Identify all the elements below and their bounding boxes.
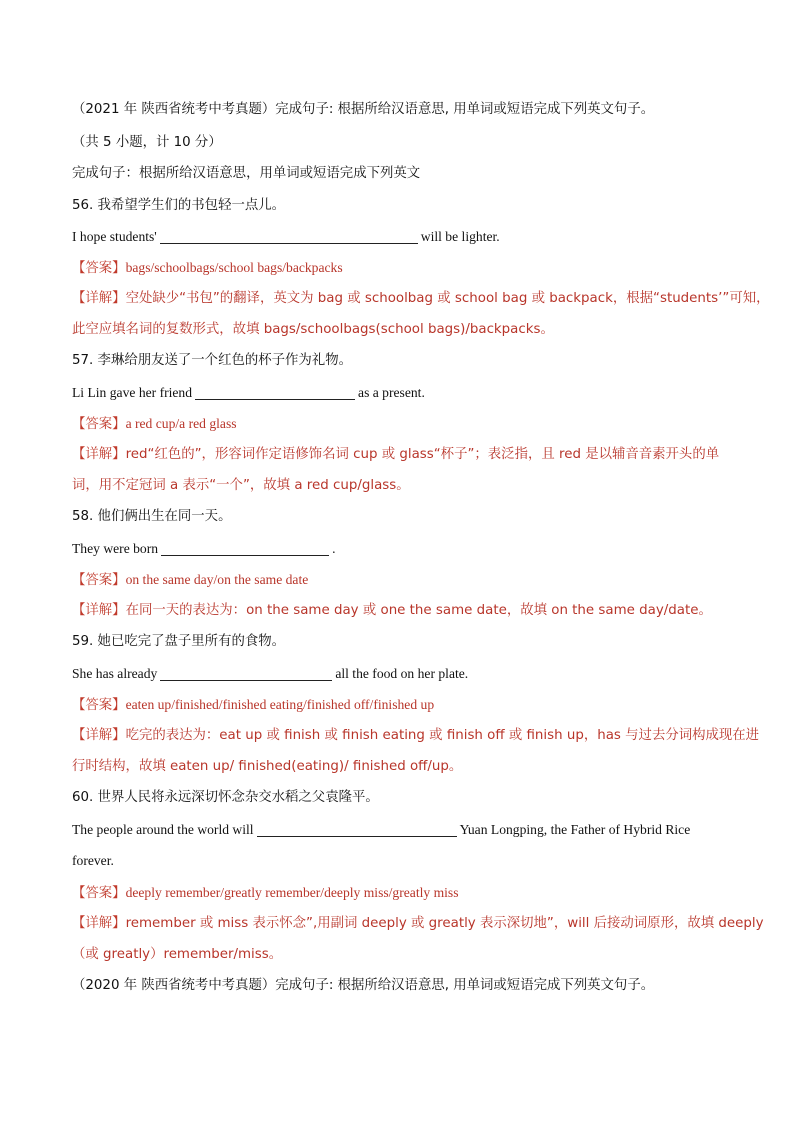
answer-text: bags/schoolbags/school bags/backpacks xyxy=(125,260,343,275)
question-59-en-before: She has already xyxy=(72,666,158,681)
question-58-detail-line-1 xyxy=(72,601,712,621)
question-57-en-after: as a present. xyxy=(358,385,425,400)
question-57-detail-line-1 xyxy=(72,445,719,465)
detail-text: remember 或 miss 表示怀念”,用副词 deeply 或 greatly 表示深切地”，will 后接动词原形，故填 deeply xyxy=(125,916,764,931)
section-2021-title: （2021 年 陕西省统考中考真题）完成句子: 根据所给汉语意思, 用单词或短语完成下列英文句子。 xyxy=(72,102,655,117)
question-56-detail-line-2: 此空应填名词的复数形式，故填 bags/schoolbags(school bags)/backpacks。 xyxy=(72,322,554,337)
question-57-detail-line-2: 词，用不定冠词 a 表示“一个”，故填 a red cup/glass。 xyxy=(72,478,410,493)
question-58-en-after: . xyxy=(332,541,336,556)
answer-label: 【答案】 xyxy=(72,261,126,276)
question-60-answer xyxy=(72,883,459,904)
answer-text: on the same day/on the same date xyxy=(125,572,309,587)
detail-label: 【详解】 xyxy=(72,447,126,462)
question-60-english-line-2: forever. xyxy=(72,853,114,868)
question-60-detail-line-1 xyxy=(72,914,764,934)
detail-label: 【详解】 xyxy=(72,291,126,306)
question-60-detail-line-2: （或 greatly）remember/miss。 xyxy=(72,947,283,962)
detail-text: red“红色的”，形容词作定语修饰名词 cup 或 glass“杯子”；表泛指，且 red 是以辅音音素开头的单 xyxy=(125,447,720,462)
question-56-blank[interactable] xyxy=(160,229,418,244)
question-57-english xyxy=(72,383,425,403)
question-60-english xyxy=(72,820,690,840)
question-59-detail-line-2: 行时结构，故填 eaten up/ finished(eating)/ finished off/up。 xyxy=(72,759,463,774)
question-57-en-before: Li Lin gave her friend xyxy=(72,385,193,400)
question-59-chinese: 59. 她已吃完了盘子里所有的食物。 xyxy=(72,634,286,649)
question-57-answer xyxy=(72,414,237,435)
question-56-english xyxy=(72,227,500,247)
section-2020-title: （2020 年 陕西省统考中考真题）完成句子: 根据所给汉语意思, 用单词或短语完成下列英文句子。 xyxy=(72,978,655,993)
answer-text: eaten up/finished/finished eating/finished off/finished up xyxy=(125,697,435,712)
question-56-answer xyxy=(72,258,343,279)
detail-label: 【详解】 xyxy=(72,603,126,618)
answer-label: 【答案】 xyxy=(72,698,126,713)
question-59-blank[interactable] xyxy=(160,666,332,681)
detail-text: 吃完的表达为：eat up 或 finish 或 finish eating 或 finish off 或 finish up，has 与过去分词构成现在进 xyxy=(125,728,760,743)
answer-label: 【答案】 xyxy=(72,573,126,588)
question-56-detail-line-1 xyxy=(72,289,770,309)
question-56-chinese: 56. 我希望学生们的书包轻一点儿。 xyxy=(72,198,286,213)
question-57-blank[interactable] xyxy=(195,385,355,400)
question-60-chinese: 60. 世界人民将永远深切怀念杂交水稻之父袁隆平。 xyxy=(72,790,379,805)
answer-label: 【答案】 xyxy=(72,886,126,901)
question-58-answer xyxy=(72,570,308,591)
question-56-en-before: I hope students' xyxy=(72,229,157,244)
detail-label: 【详解】 xyxy=(72,728,126,743)
answer-text: deeply remember/greatly remember/deeply miss/greatly miss xyxy=(125,885,459,900)
question-59-english xyxy=(72,664,468,684)
question-57-chinese: 57. 李琳给朋友送了一个红色的杯子作为礼物。 xyxy=(72,353,352,368)
question-59-en-after: all the food on her plate. xyxy=(335,666,469,681)
question-59-detail-line-1 xyxy=(72,726,759,746)
detail-text: 空处缺少“书包”的翻译，英文为 bag 或 schoolbag 或 school bag 或 backpack，根据“students’”可知， xyxy=(125,291,770,306)
answer-text: a red cup/a red glass xyxy=(125,416,237,431)
question-56-en-after: will be lighter. xyxy=(420,229,500,244)
detail-label: 【详解】 xyxy=(72,916,126,931)
question-60-en-before: The people around the world will xyxy=(72,822,254,837)
question-58-english xyxy=(72,539,335,559)
section-2021-score: （共 5 小题，计 10 分） xyxy=(72,135,222,150)
question-60-en-after: Yuan Longping, the Father of Hybrid Rice xyxy=(459,822,691,837)
question-60-blank[interactable] xyxy=(257,822,457,837)
question-58-chinese: 58. 他们俩出生在同一天。 xyxy=(72,509,232,524)
answer-label: 【答案】 xyxy=(72,417,126,432)
question-59-answer xyxy=(72,695,434,716)
detail-text: 在同一天的表达为：on the same day 或 one the same date，故填 on the same day/date。 xyxy=(125,603,712,618)
question-58-blank[interactable] xyxy=(161,541,329,556)
question-58-en-before: They were born xyxy=(72,541,159,556)
section-2021-instruction: 完成句子：根据所给汉语意思，用单词或短语完成下列英文 xyxy=(72,166,421,181)
